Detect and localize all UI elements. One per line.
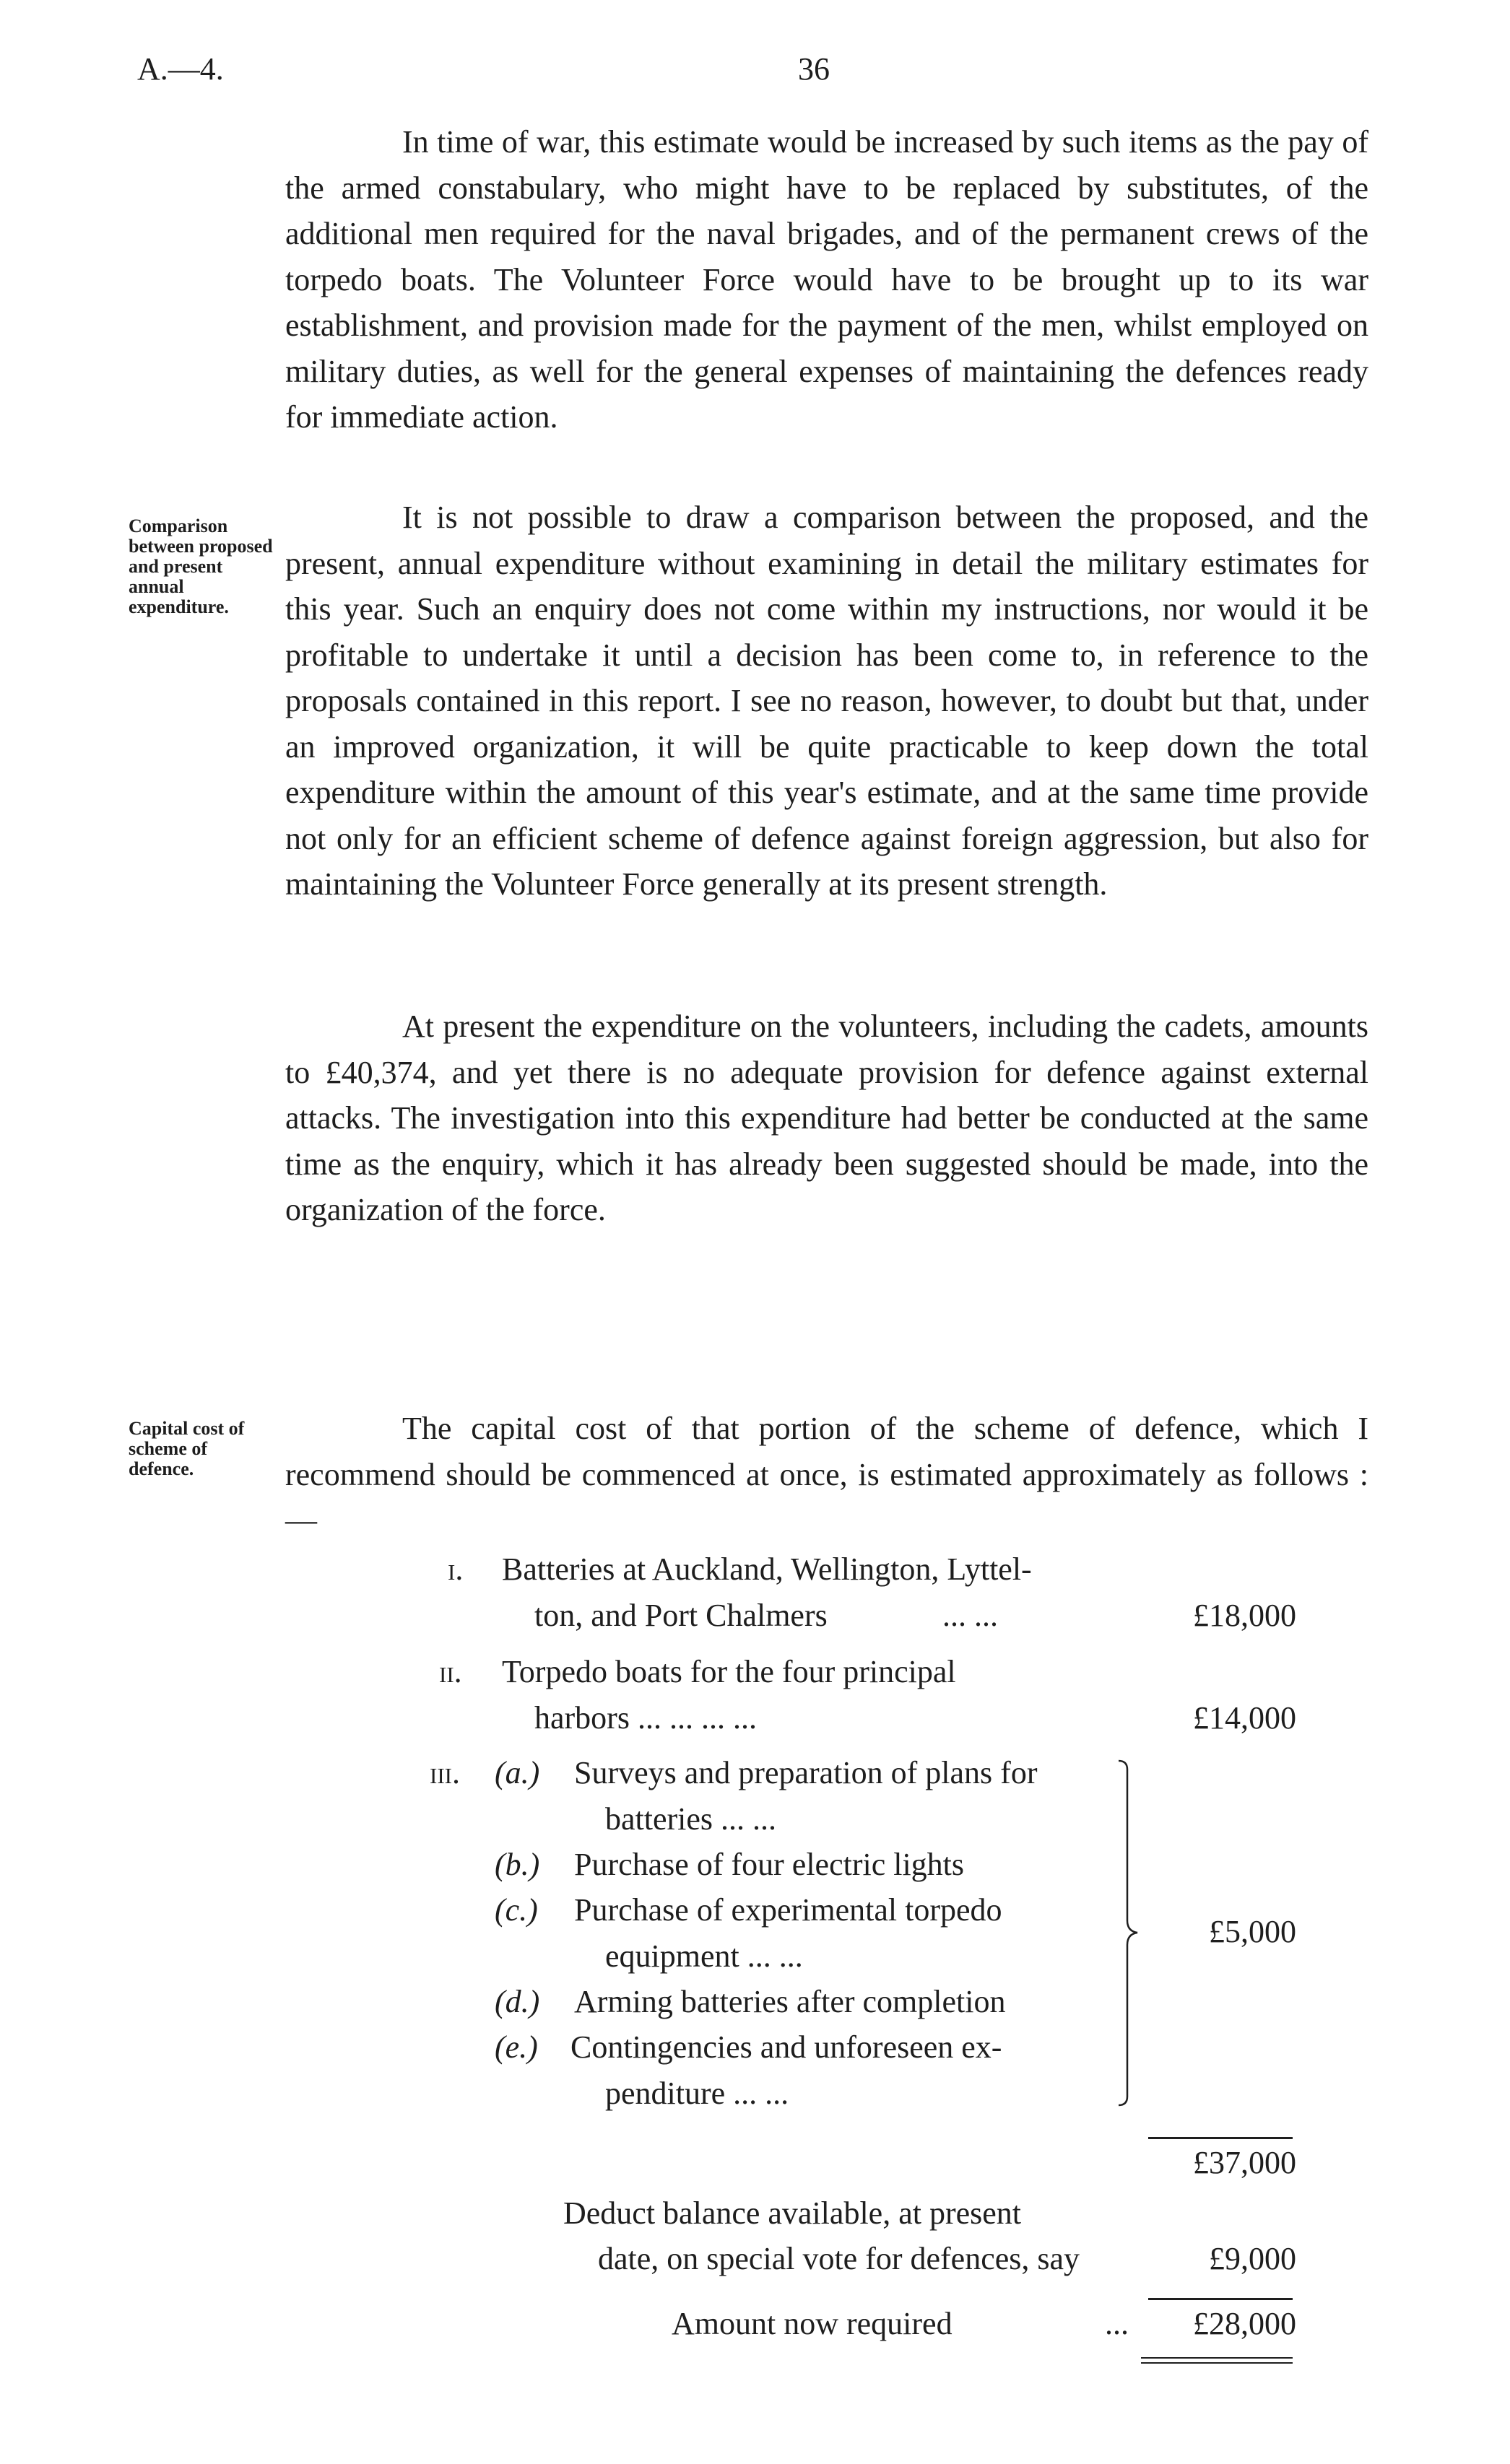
item-1-amount: £18,000 [1193,1598,1296,1633]
page-number: 36 [798,51,830,87]
total-amount: £37,000 [1193,2145,1296,2180]
item-1-line-1: Batteries at Auckland, Wellington, Lyttel- [502,1551,1032,1587]
item-3c-line-2: equipment ... ... [605,1938,803,1974]
deduct-line-2: date, on special vote for defences, say [598,2241,1080,2276]
item-2-line-2: harbors ... ... ... ... [534,1700,757,1736]
item-3c-label: (c.) [495,1892,538,1928]
item-3e-label: (e.) [495,2029,538,2065]
item-1-line-2: ton, and Port Chalmers [534,1598,828,1633]
deduct-amount: £9,000 [1209,2241,1296,2276]
item-3a-line-2: batteries ... ... [605,1801,777,1837]
item-3e-line-1: Contingencies and unforeseen ex- [570,2029,1002,2065]
item-3-amount: £5,000 [1209,1914,1296,1949]
amount-required-dots: ... [1105,2306,1129,2341]
item-1-numeral: i. [448,1551,464,1587]
document-reference: A.—4. [137,51,224,87]
item-3d-label: (d.) [495,1984,540,2019]
item-2-line-1: Torpedo boats for the four principal [502,1654,956,1689]
paragraph-comparison [285,495,1368,907]
item-1-dots: ... ... [942,1598,998,1633]
item-3c-line-1: Purchase of experimental torpedo [574,1892,1002,1928]
paragraph-volunteers-text: At present the expenditure on the volunteers, including the cadets, amounts to £40,374, and yet there is no adequate provision for defence against external attacks. The investigation into this expenditure had better be conducted at the same time as the enquiry, which it has already been suggested should be made, into the organization of the force. [285,1009,1368,1227]
item-3a-label: (a.) [495,1755,540,1790]
item-3b-line-1: Purchase of four electric lights [574,1847,965,1882]
required-rule [1148,2298,1293,2300]
margin-note-capital-cost: Capital cost of scheme of defence. [129,1418,245,1479]
item-3e-line-2: penditure ... ... [605,2076,789,2111]
margin-note-comparison: Comparison between proposed and present annual expenditure. [129,515,273,617]
item-3d-line-1: Arming batteries after completion [574,1984,1006,2019]
deduct-line-1: Deduct balance available, at present [563,2195,1022,2231]
subtotal-rule [1148,2137,1293,2139]
item-3-numeral: iii. [430,1755,460,1790]
paragraph-capital-cost-text: The capital cost of that portion of the scheme of defence, which I recommend should be commenced at once, is estimated approximately as follows :— [285,1411,1368,1538]
amount-required-value: £28,000 [1193,2306,1296,2341]
amount-required-label: Amount now required [672,2306,953,2341]
paragraph-war-estimate-text: In time of war, this estimate would be increased by such items as the pay of the armed constabulary, who might have to be replaced by substitutes, of the additional men required for the naval brigades, and of the permanent crews of the torpedo boats. The Volunteer Force would have to be brought up to its war establishment, and provision made for the payment of the men, whilst employed on military duties, as well for the general expenses of maintaining the defences ready for immediate action. [285,124,1368,435]
item-2-numeral: ii. [439,1654,462,1689]
paragraph-war-estimate [285,119,1368,440]
paragraph-comparison-text: It is not possible to draw a comparison between the proposed, and the present, annual expenditure without examining in detail the military estimates for this year. Such an enquiry does not come within my instructions, nor would it be profitable to undertake it until a decision has been come to, in reference to the proposals contained in this report. I see no reason, however, to doubt but that, under an improved organization, it will be quite practicable to keep down the total expenditure within the amount of this year's estimate, and at the same time provide not only for an efficient scheme of defence against foreign aggression, but also for maintaining the Volunteer Force generally at its present strength. [285,500,1368,902]
final-rule-1 [1141,2357,1293,2359]
paragraph-volunteers [285,1004,1368,1233]
final-rule-2 [1141,2362,1293,2364]
paragraph-capital-cost [285,1406,1368,1544]
item-3b-label: (b.) [495,1847,540,1882]
item-2-amount: £14,000 [1193,1700,1296,1736]
item-3a-line-1: Surveys and preparation of plans for [574,1755,1038,1790]
